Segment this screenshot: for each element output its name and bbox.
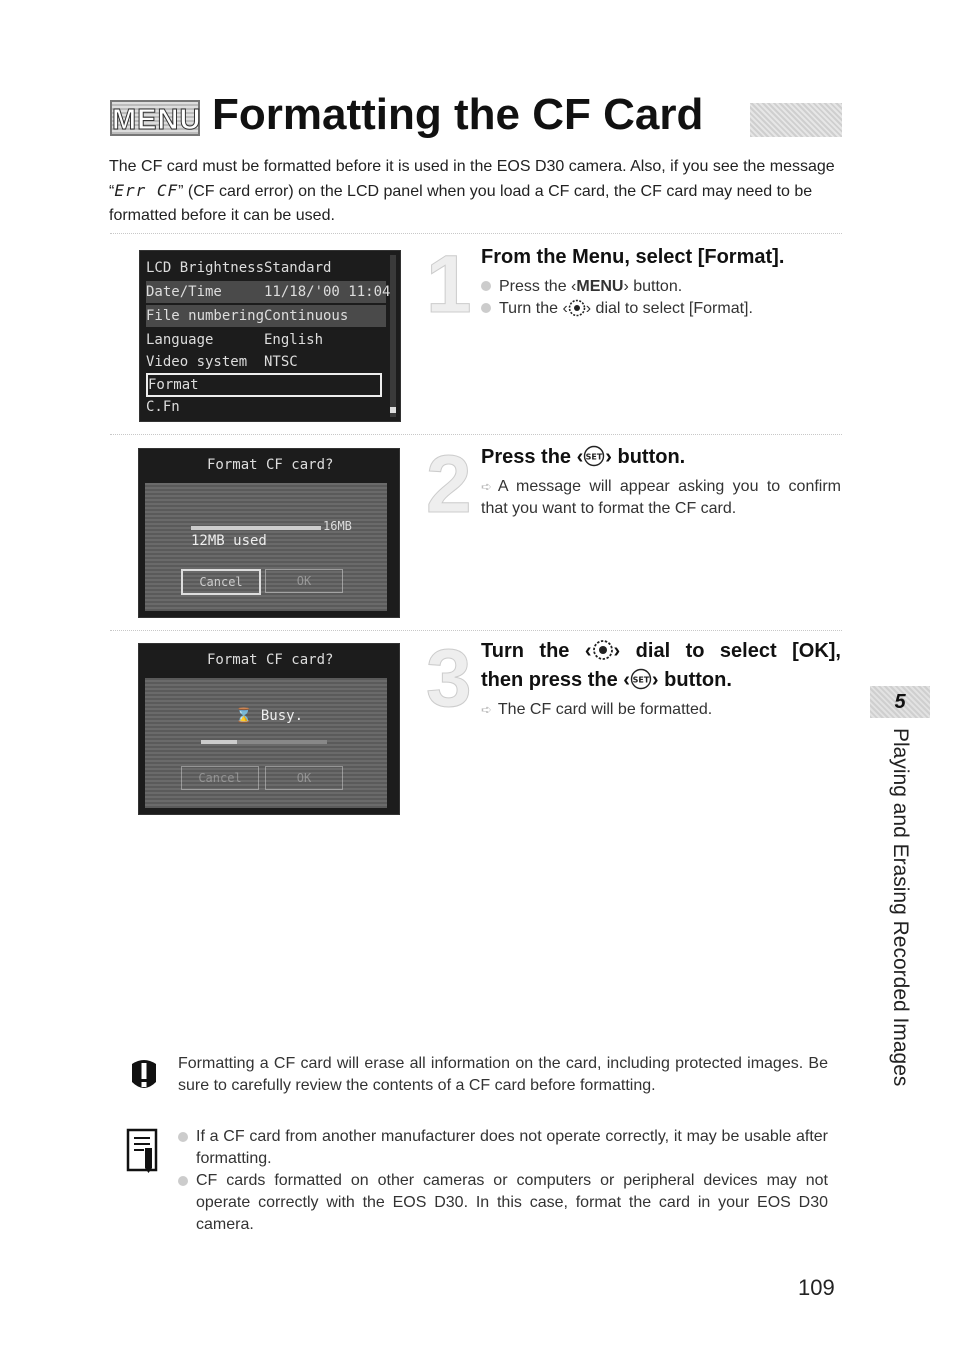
progress-fill: [201, 740, 237, 744]
menu-screen: [139, 250, 401, 422]
step-number: 1: [426, 239, 472, 330]
intro-text-2: ” (CF card error) on the LCD panel when you load a CF card, the CF card may need to be formatted before it can be used.: [109, 183, 813, 224]
intro-text-1: The CF card must be formatted before it is used in the EOS D30 camera. Also, if you see the message “: [109, 158, 835, 200]
step-bullet: ➪ The CF card will be formatted.: [481, 701, 713, 718]
set-button-icon: [583, 445, 605, 467]
capacity-label: 16MB: [323, 519, 352, 533]
caution-note: Formatting a CF card will erase all information on the card, including protected images. Be sure to carefully review the contents of a CF card before formatting.: [178, 1055, 828, 1094]
busy-screen: [138, 643, 400, 815]
quick-control-dial-icon: [592, 639, 614, 661]
menu-row: LCD Brightness Standard: [146, 260, 332, 276]
scroll-thumb: [390, 407, 396, 413]
intro-paragraph: [109, 155, 844, 228]
format-dialog-screen: [138, 448, 400, 618]
set-icon-label: SET: [632, 675, 650, 685]
scrollbar: [390, 255, 396, 417]
ok-button[interactable]: OK: [265, 766, 343, 790]
lcd-error-text: Err CF: [114, 181, 179, 200]
divider: [110, 434, 842, 435]
bullet-icon: [178, 1132, 188, 1142]
chapter-title: Playing and Erasing Recorded Images: [889, 728, 912, 1087]
arrow-icon: ➪: [481, 479, 492, 494]
memo-note: [178, 1126, 828, 1236]
menu-row: C.Fn: [146, 399, 180, 415]
cancel-button[interactable]: Cancel: [181, 569, 261, 595]
step-title: From the Menu, select [Format].: [481, 246, 785, 268]
page-number: 109: [798, 1275, 835, 1300]
ok-button[interactable]: OK: [265, 569, 343, 593]
cancel-button[interactable]: Cancel: [181, 766, 259, 790]
page-title: Formatting the CF Card: [212, 90, 704, 139]
menu-badge-icon: MENU: [110, 100, 200, 136]
dialog-title: Format CF card?: [207, 457, 334, 473]
step-number: 2: [426, 439, 472, 530]
busy-label: ⌛ Busy.: [235, 708, 304, 724]
title-band: [750, 103, 842, 137]
used-label: 12MB used: [191, 533, 267, 549]
memo-note-item: CF cards formatted on other cameras or computers or peripheral devices may not operate correctly with the EOS D30. In this case, format the card in your EOS D30 camera.: [196, 1172, 828, 1233]
step-bullet: ➪ A message will appear asking you to confirm that you want to format the CF card.: [481, 478, 841, 517]
divider: [110, 233, 842, 234]
memo-note-item: If a CF card from another manufacturer does not operate correctly, it may be usable after formatting.: [196, 1128, 828, 1167]
chapter-number: 5: [870, 686, 930, 718]
step-bullet: Press the ‹MENU› button.: [481, 276, 682, 298]
quick-control-dial-icon: [568, 299, 586, 317]
set-button-icon: [630, 668, 652, 690]
dialog-title: Format CF card?: [207, 652, 334, 668]
capacity-bar: [191, 526, 321, 530]
menu-row: File numbering Continuous: [146, 305, 386, 327]
menu-row: Language English: [146, 332, 324, 348]
caution-icon: [128, 1058, 160, 1092]
step-title: Turn the ‹ › dial to select [OK], then press the ‹ SET › button.: [481, 640, 841, 691]
step-title: Press the ‹ SET › button.: [481, 446, 686, 468]
hourglass-icon: ⌛: [235, 708, 261, 724]
bullet-icon: [178, 1176, 188, 1186]
set-icon-label: SET: [585, 452, 603, 462]
menu-row: Date/Time 11/18/'00 11:04: [146, 281, 386, 303]
menu-row-selected: Format: [146, 373, 382, 397]
step-bullet: Turn the ‹ › dial to select [Format].: [481, 298, 753, 320]
step-number: 3: [426, 633, 472, 724]
memo-icon: [126, 1128, 160, 1174]
menu-row: Video system NTSC: [146, 354, 298, 370]
divider: [110, 630, 842, 631]
arrow-icon: ➪: [481, 702, 492, 717]
